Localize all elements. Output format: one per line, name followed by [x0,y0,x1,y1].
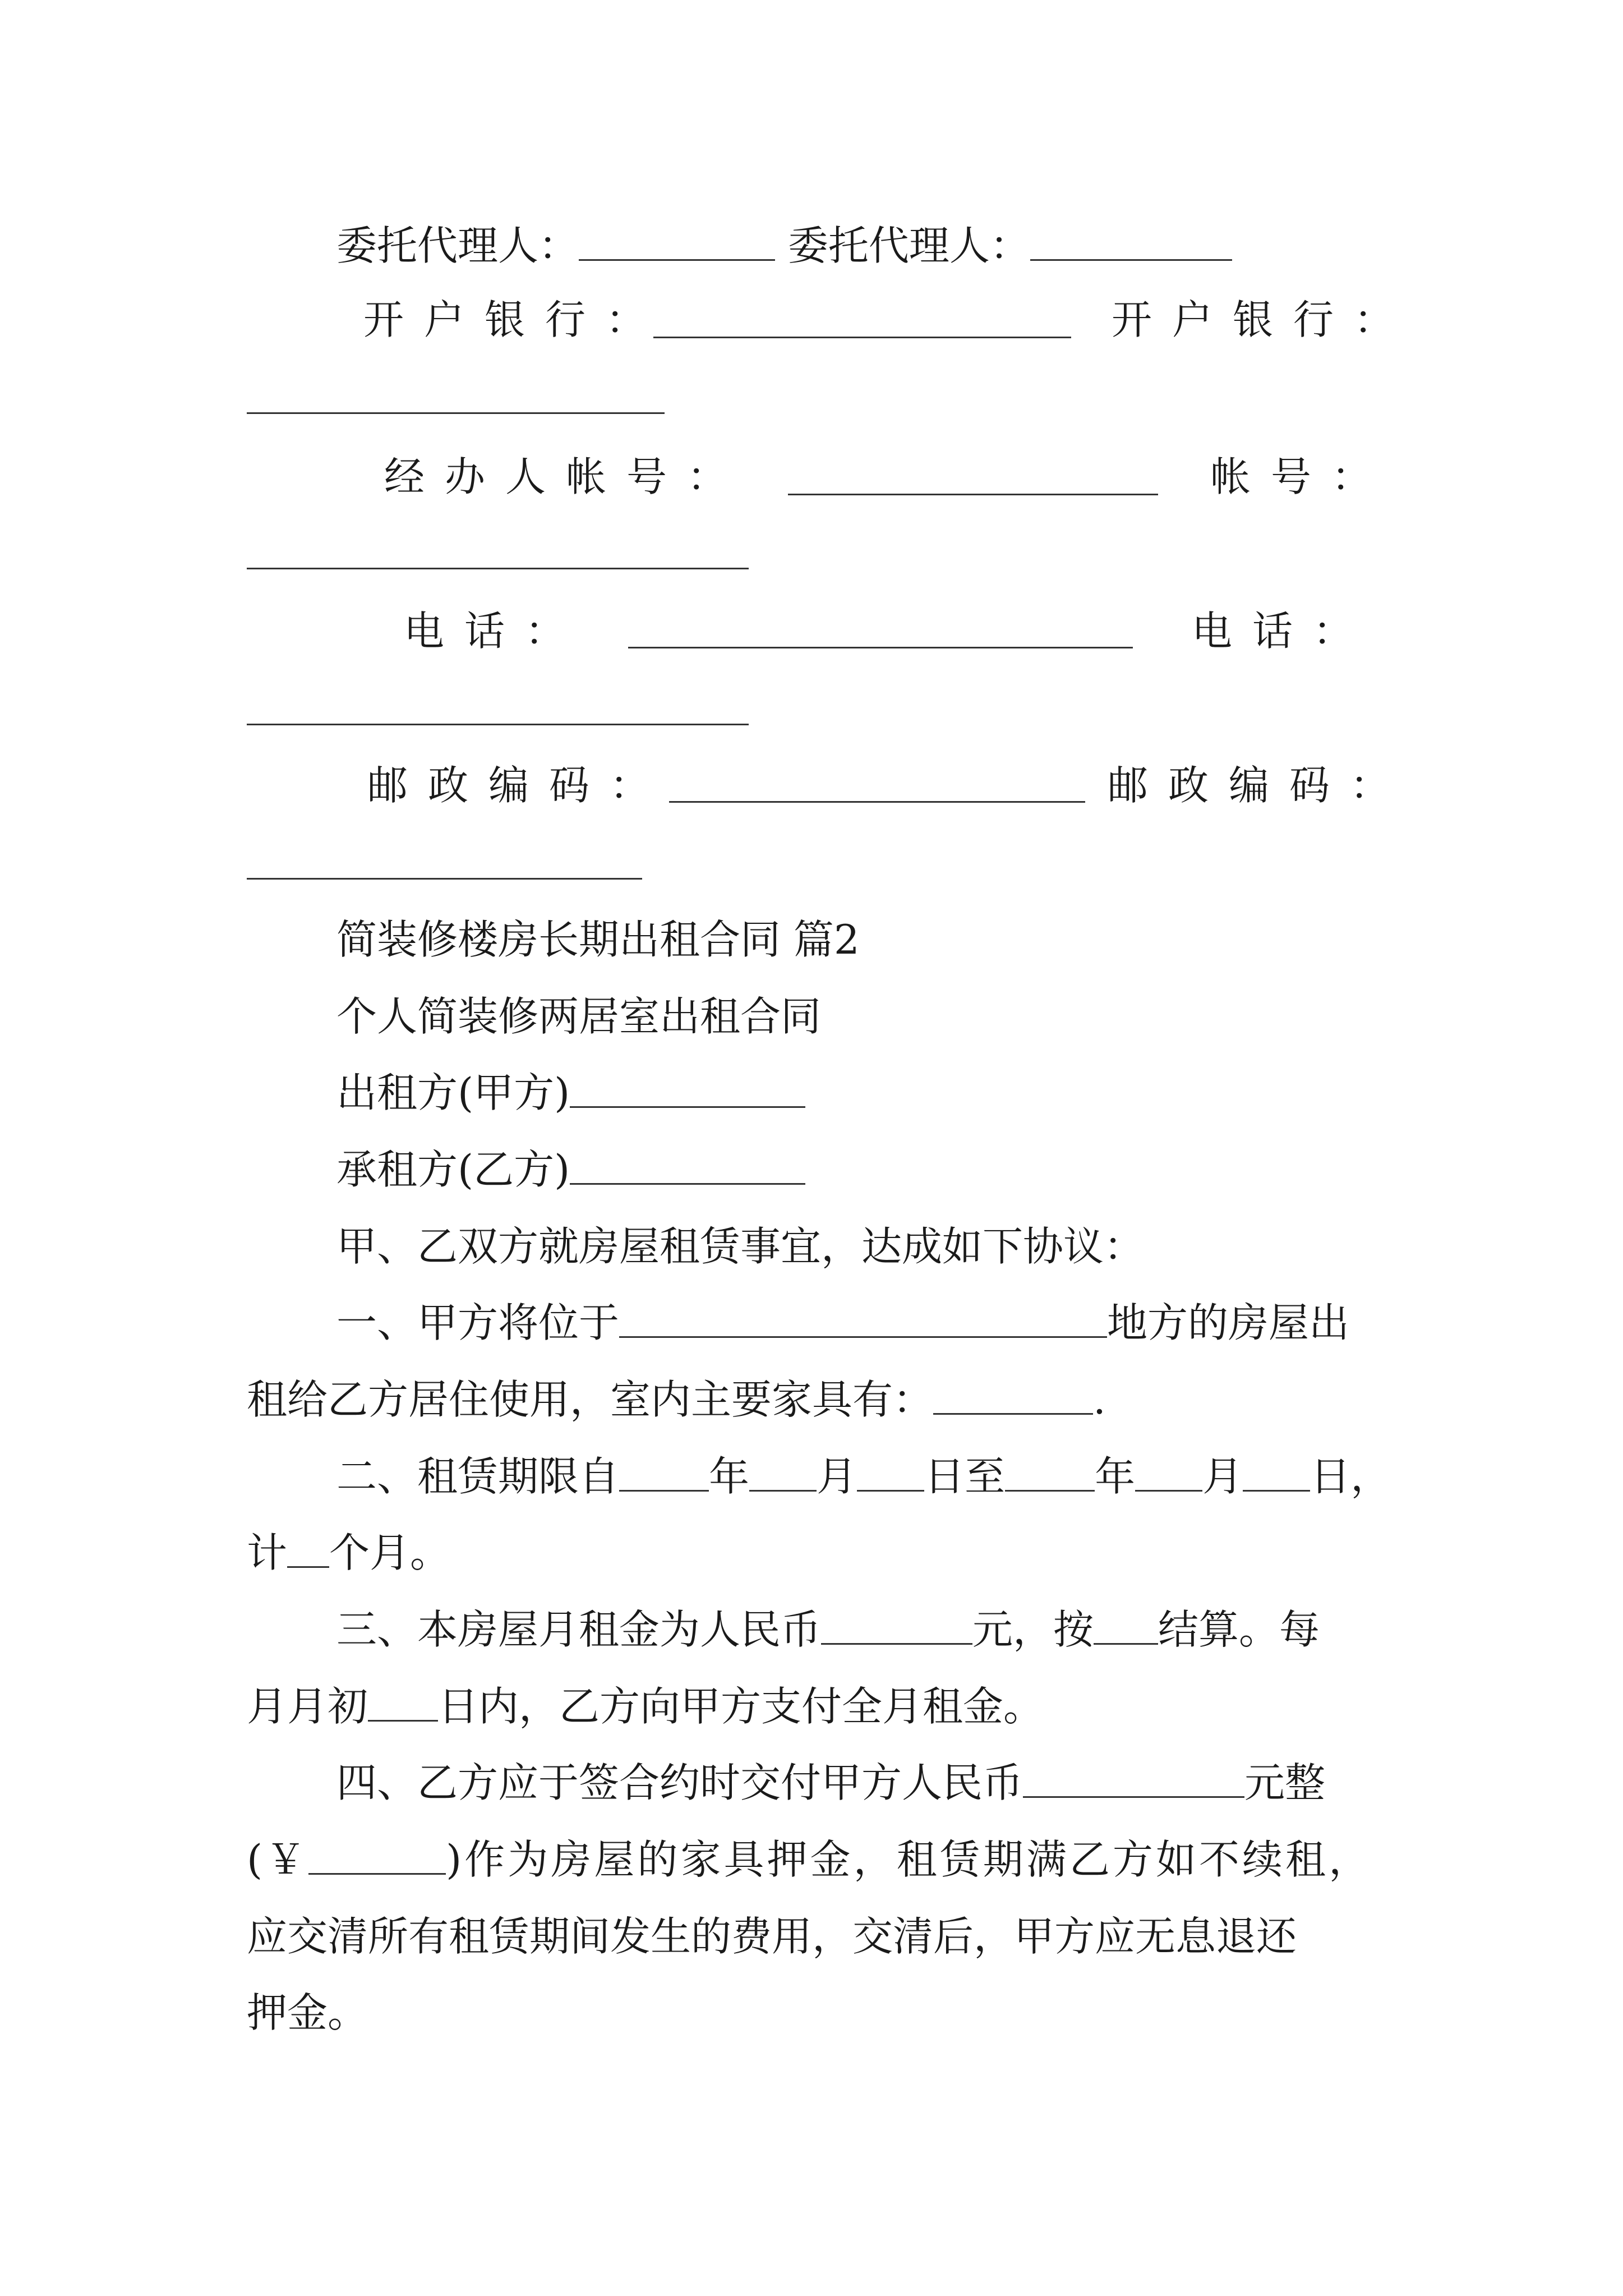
agent-blank-b [1030,218,1232,261]
phone-blank-b [247,724,749,725]
payment-text: 日内，乙方向甲方支付全月租金。 [438,1683,1044,1730]
end-day-blank [1243,1448,1310,1492]
phone-blank-a [628,647,1133,648]
currency-open: (￥ [247,1836,309,1883]
bank-label-b: 开户银行： [1112,296,1415,343]
location-blank [619,1295,1107,1338]
handler-account-blank [788,494,1158,495]
phone-label-a: 电话： [404,608,586,655]
clause-4-text: 四、乙方应于签合约时交付甲方人民币 [336,1759,1023,1806]
agent-blank-a [579,218,775,261]
settlement-blank [1094,1602,1158,1645]
month-label: 月 [817,1453,857,1500]
month-label: 月 [1202,1453,1243,1500]
agent-label-b: 委托代理人： [787,222,1030,269]
intro-text: 甲、乙双方就房屋租赁事宜，达成如下协议： [336,1223,1145,1270]
bank-label-a: 开户银行： [363,296,667,343]
day-label: 日， [1310,1453,1391,1500]
month-start-label: 月月初 [247,1683,368,1730]
handler-account-label: 经办人帐号： [384,453,748,500]
yuan-full-label: 元整 [1244,1759,1326,1806]
start-day-blank [857,1448,924,1492]
clause-1-line-2 [247,1372,1106,1428]
contract-title: 个人简装修两居室出租合同 [336,993,822,1040]
clause-3-line-2 [247,1678,1044,1734]
end-year-blank [1005,1448,1095,1492]
section-title: 简装修楼房长期出租合同 篇2 [336,916,860,963]
lessee-line [336,1142,805,1198]
clause-4-line-4: 押金。 [247,1989,368,2036]
year-label: 年 [1095,1453,1136,1500]
year-label: 年 [709,1453,750,1500]
clause-1-line-1 [336,1295,1349,1351]
total-label: 计 [247,1529,288,1576]
bank-blank-b [247,412,665,414]
clause-2-line-1 [336,1448,1391,1504]
postcode-blank-b [247,878,642,880]
settle-label: 结算。每 [1158,1606,1320,1653]
postcode-blank-a [669,801,1085,803]
clause-3-text: 三、本房屋月租金为人民币 [336,1606,822,1653]
clause-1-text-c: 租给乙方居住使用，室内主要家具有： [247,1376,934,1423]
agent-label-a: 委托代理人： [336,222,579,269]
clause-2-line-2 [247,1525,450,1581]
deposit-figure-blank [308,1832,446,1875]
agent-line [336,218,1232,274]
payment-day-blank [368,1678,438,1722]
yuan-label: 元，按 [972,1606,1094,1653]
postcode-label-a: 邮政编码： [367,762,671,809]
clause-4-line-2 [247,1832,1372,1888]
lessee-blank [570,1142,805,1185]
start-month-blank [749,1448,817,1492]
day-to-label: 日至 [924,1453,1006,1500]
clause-1-text-d: . [1093,1376,1106,1423]
account-label-b: 帐号： [1210,453,1393,500]
deposit-text: )作为房屋的家具押金，租赁期满乙方如不续租， [446,1836,1372,1883]
months-blank [287,1525,329,1568]
months-label: 个月。 [329,1529,451,1576]
clause-4-line-1 [336,1755,1325,1811]
clause-4-line-3: 应交清所有租赁期间发生的费用，交清后，甲方应无息退还 [247,1913,1297,1960]
clause-1-text-b: 地方的房屋出 [1107,1299,1350,1346]
clause-3-line-1 [336,1602,1320,1658]
clause-2-text: 二、租赁期限自 [336,1453,620,1500]
deposit-amount-blank [1023,1755,1244,1798]
phone-label-b: 电话： [1192,608,1374,655]
rent-amount-blank [821,1602,972,1645]
account-blank-b [247,568,749,569]
furniture-blank [933,1372,1093,1415]
bank-blank-a [653,337,1071,338]
end-month-blank [1135,1448,1202,1492]
lessee-label: 承租方(乙方) [336,1146,570,1193]
postcode-label-b: 邮政编码： [1108,762,1411,809]
lessor-label: 出租方(甲方) [336,1069,570,1116]
start-year-blank [619,1448,709,1492]
lessor-blank [570,1065,805,1108]
lessor-line [336,1065,805,1121]
clause-1-text-a: 一、甲方将位于 [336,1299,620,1346]
